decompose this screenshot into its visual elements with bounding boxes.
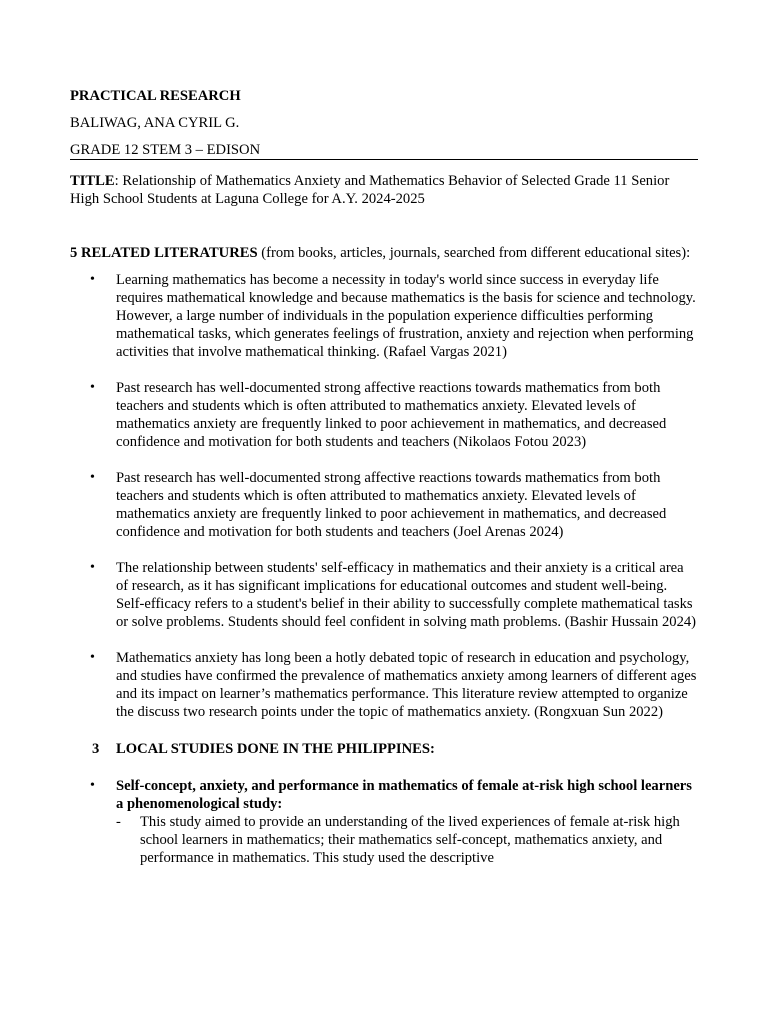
bullet-icon: • [90, 560, 95, 575]
list-item [70, 559, 698, 631]
list-item [70, 271, 698, 361]
document-header [70, 87, 698, 159]
list-item [70, 379, 698, 451]
title-text: : Relationship of Mathematics Anxiety and Mathematics Behavior of Selected Grade 11 Senior High School Students at Laguna College for A.Y. 2024-2025 [70, 173, 670, 207]
research-title [70, 172, 698, 208]
subject-heading: PRACTICAL RESEARCH [70, 88, 241, 104]
literature-text: Past research has well-documented strong affective reactions towards mathematics from both teachers and students which is often attributed to mathematics anxiety. Elevated levels of mathematics anxiety are frequently linked to poor achievement in mathematics, and decreased confidence and motivation for both students and teachers (Joel Arenas 2024) [116, 470, 667, 540]
student-name: BALIWAG, ANA CYRIL G. [70, 115, 240, 131]
title-label: TITLE [70, 173, 115, 189]
local-study-description [116, 813, 698, 867]
literature-text: The relationship between students' self-efficacy in mathematics and their anxiety is a critical area of research, as it has significant implications for educational outcomes and student well-being. Self-efficacy refers to a student's belief in their ability to successfully complete mathematical tasks or solve problems. Students should feel confident in solving math problems. (Bashir Hussain 2024) [116, 560, 697, 630]
local-study-description-text: This study aimed to provide an understanding of the lived experiences of female at-risk high school learners in mathematics; their mathematics self-concept, mathematics anxiety, and performance in mathematics. This study used the descriptive [140, 814, 680, 866]
bullet-icon: • [90, 272, 95, 287]
dash-icon: - [116, 814, 121, 830]
local-study-item [70, 777, 698, 867]
bullet-icon: • [90, 470, 95, 485]
bullet-icon: • [90, 650, 95, 665]
literature-text: Past research has well-documented strong affective reactions towards mathematics from both teachers and students which is often attributed to mathematics anxiety. Elevated levels of mathematics anxiety are frequently linked to poor achievement in mathematics, and decreased confidence and motivation for both students and teachers (Nikolaos Fotou 2023) [116, 380, 667, 450]
list-item [70, 649, 698, 721]
list-item [70, 469, 698, 541]
related-literatures-heading [70, 244, 698, 262]
literature-text: Learning mathematics has become a necessity in today's world since success in everyday life requires mathematical knowledge and because mathematics is the basis for science and technology. However, a large number of individuals in the population experience difficulties performing mathematical tasks, which generates feelings of frustration, anxiety and rejection when performing activities that involve mathematical thinking. (Rafael Vargas 2021) [116, 272, 696, 360]
bullet-icon: • [90, 778, 95, 793]
grade-section: GRADE 12 STEM 3 – EDISON [70, 142, 261, 158]
literature-text: Mathematics anxiety has long been a hotly debated topic of research in education and psychology, and studies have confirmed the prevalence of mathematics anxiety among learners of different ages and its impact on learner’s mathematics performance. This literature review attempted to organize the discuss two research points under the topic of mathematics anxiety. (Rongxuan Sun 2022) [116, 650, 697, 720]
local-studies-heading [70, 740, 698, 758]
local-studies-heading-text: LOCAL STUDIES DONE IN THE PHILIPPINES: [116, 741, 435, 757]
related-literatures-label: 5 RELATED LITERATURES [70, 245, 258, 261]
header-divider [70, 159, 698, 160]
local-studies-number: 3 [92, 741, 100, 757]
local-study-title: Self-concept, anxiety, and performance in mathematics of female at-risk high school learners a phenomenological study: [116, 778, 692, 812]
related-literatures-list [70, 271, 698, 721]
related-literatures-note: (from books, articles, journals, searched from different educational sites): [257, 245, 691, 261]
bullet-icon: • [90, 380, 95, 395]
